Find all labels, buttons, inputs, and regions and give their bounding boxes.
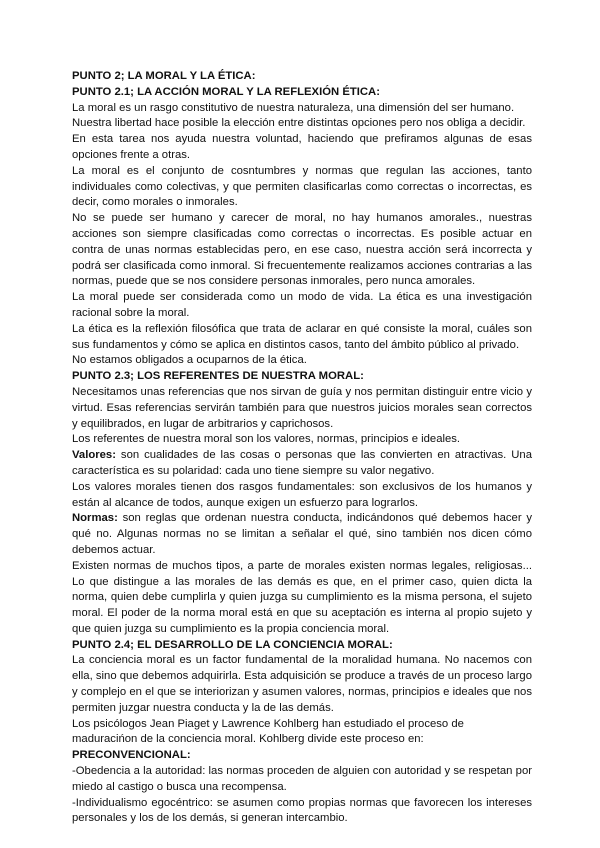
paragraph-voluntad: En esta tarea nos ayuda nuestra voluntad, haciendo que prefiramos algunas de esas opciones frente a otras. [72,133,532,161]
valores-definition: son cualidades de las cosas o personas que las convierten en atractivas. Una característica es su polaridad: cada uno tiene siempre su valor negativo. [72,449,532,477]
paragraph-piaget-kohlberg: Los psicólogos Jean Piaget y Lawrence Kohlberg han estudiado el proceso de maduracińon de la conciencia moral. Kohlberg divide este proceso en: [72,717,464,746]
paragraph-libertad: Nuestra libertad hace posible la elección entre distintas opciones pero nos obliga a decidir. [72,117,526,130]
term-normas: Normas: [72,512,118,525]
paragraph-referencias: Necesitamos unas referencias que nos sirvan de guía y nos permitan distinguir entre vicio y virtud. Esas referencias servirán también para que nuestros juicios morales sean correctos y equilibrados, en lugar de arbitrarios y caprichosos. [72,385,532,430]
paragraph-modo-de-vida: La moral puede ser considerada como un modo de vida. La ética es una investigación racional sobre la moral. [72,291,532,319]
paragraph-no-obligados: No estamos obligados a ocuparnos de la ética. [72,354,307,367]
normas-definition: son reglas que ordenan nuestra conducta, indicándonos qué debemos hacer y qué no. Algunas normas no se limitan a señalar el qué, sino también nos dicen cómo debemos actuar. [72,512,532,556]
heading-punto-2: PUNTO 2; LA MORAL Y LA ÉTICA: [72,70,256,82]
paragraph-definicion-moral: La moral es el conjunto de cosntumbres y normas que regulan las acciones, tanto individuales como colectivas, y que permiten clasificarlas como correctas o incorrectas, es decir, como morales o inmorales. [72,164,532,209]
heading-punto-2-4: PUNTO 2.4; EL DESARROLLO DE LA CONCIENCIA MORAL: [72,638,393,651]
paragraph-moral-rasgo: La moral es un rasgo constitutivo de nuestra naturaleza, una dimensión del ser humano. [72,101,515,114]
paragraph-valores [72,448,532,480]
paragraph-valores-morales: Los valores morales tienen dos rasgos fundamentales: son exclusivos de los humanos y están al alcance de todos, aunque exigen un esfuerzo para lograrlos. [72,480,532,509]
paragraph-individualismo: -Individualismo egocéntrico: se asumen como propias normas que favorecen los intereses personales y los de los demás, si generan intercambio. [72,796,532,825]
heading-punto-2-3: PUNTO 2.3; LOS REFERENTES DE NUESTRA MORAL: [72,370,364,383]
paragraph-normas [72,511,532,558]
heading-preconvencional: PRECONVENCIONAL: [72,749,191,762]
paragraph-amorales: No se puede ser humano y carecer de moral, no hay humanos amorales., nuestras acciones son siempre clasificadas como correctas o incorrectas. Es posible actuar en contra de unas normas establecidas pero, en ese caso, nuestra acción será incorrecta y podrá ser clasificada como inmoral. Si frecuentemente realizamos acciones contrarias a las normas, puede que se nos considere personas inmorales, pero nunca amorales. [72,212,532,288]
paragraph-tipos-normas: Existen normas de muchos tipos, a parte de morales existen normas legales, religiosas... Lo que distingue a las morales de las demás es que, en el primer caso, quien dicta la norma, quien debe cumplirla y quien juzga su cumplimiento es la misma persona, el sujeto moral. El poder de la norma moral está en que su aceptación es interna al propio sujeto y que quien juzga su cumplimiento es la propia conciencia moral. [72,559,532,635]
paragraph-conciencia-moral: La conciencia moral es un factor fundamental de la moralidad humana. No nacemos con ella, sino que debemos adquirirla. Esta adquisición se produce a través de un proceso largo y complejo en el que se interiorizan y asumen valores, normas, principios e ideales que nos permiten juzgar nuestra conducta y la de las demás. [72,654,532,714]
heading-punto-2-1: PUNTO 2.1; LA ACCIÓN MORAL Y LA REFLEXIÓN ÉTICA: [72,85,380,98]
paragraph-referentes: Los referentes de nuestra moral son los valores, normas, principios e ideales. [72,433,461,446]
paragraph-obediencia: -Obedencia a la autoridad: las normas proceden de alguien con autoridad y se respetan por miedo al castigo o busca una recompensa. [72,765,532,793]
paragraph-etica-reflexion: La ética es la reflexión filosófica que trata de aclarar en qué consiste la moral, cuáles son sus fundamentos y cómo se aplica en distintos casos, tanto del ámbito público al privado. [72,322,532,351]
term-valores: Valores: [72,449,116,462]
